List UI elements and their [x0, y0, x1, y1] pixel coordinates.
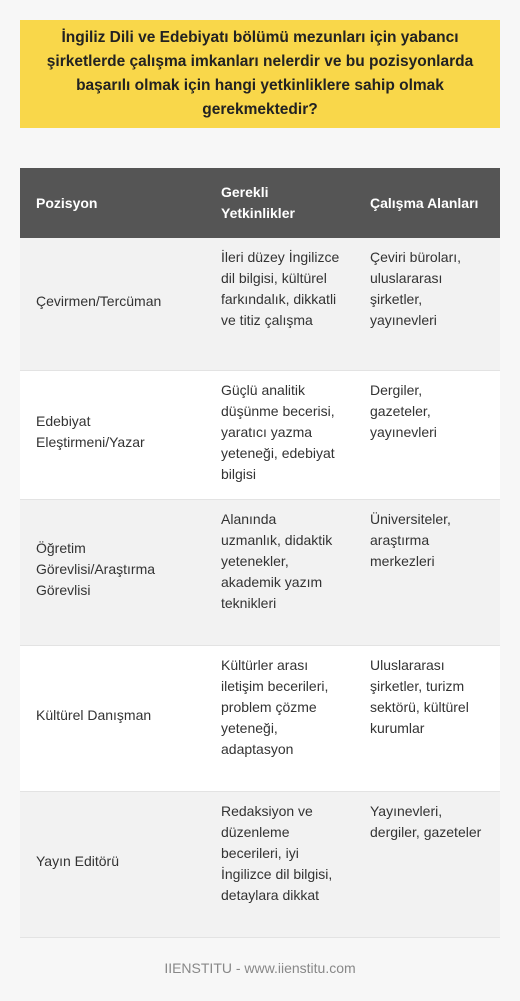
header-areas: Çalışma Alanları	[354, 168, 500, 238]
cell-areas: Uluslararası şirketler, turizm sektörü, kültürel kurumlar	[354, 645, 500, 791]
cell-position: Yayın Editörü	[20, 791, 205, 937]
cell-skills: Redaksiyon ve düzenleme becerileri, iyi İngilizce dil bilgisi, detaylara dikkat	[205, 791, 354, 937]
cell-position: Öğretim Görevlisi/Araştırma Görevlisi	[20, 499, 205, 645]
question-banner	[20, 20, 500, 128]
table-header-row	[20, 168, 500, 238]
cell-areas: Üniversiteler, araştırma merkezleri	[354, 499, 500, 645]
cell-skills: Güçlü analitik düşünme becerisi, yaratıcı yazma yeteneği, edebiyat bilgisi	[205, 370, 354, 499]
header-position: Pozisyon	[20, 168, 205, 238]
positions-table	[20, 168, 500, 938]
cell-position: Çevirmen/Tercüman	[20, 238, 205, 370]
table-row	[20, 370, 500, 499]
table-row	[20, 645, 500, 791]
cell-position: Kültürel Danışman	[20, 645, 205, 791]
cell-areas: Yayınevleri, dergiler, gazeteler	[354, 791, 500, 937]
table-row	[20, 499, 500, 645]
cell-areas: Çeviri büroları, uluslararası şirketler, yayınevleri	[354, 238, 500, 370]
question-text: İngiliz Dili ve Edebiyatı bölümü mezunları için yabancı şirketlerde çalışma imkanları nelerdir ve bu pozisyonlarda başarılı olmak için hangi yetkinliklere sahip olmak gerekmektedir?	[46, 29, 474, 118]
footer-credit: IIENSTITU - www.iienstitu.com	[164, 960, 356, 976]
cell-position: Edebiyat Eleştirmeni/Yazar	[20, 370, 205, 499]
header-skills: Gerekli Yetkinlikler	[205, 168, 354, 238]
cell-skills: Alanında uzmanlık, didaktik yetenekler, akademik yazım teknikleri	[205, 499, 354, 645]
cell-areas: Dergiler, gazeteler, yayınevleri	[354, 370, 500, 499]
table-row	[20, 791, 500, 937]
cell-skills: İleri düzey İngilizce dil bilgisi, kültürel farkındalık, dikkatli ve titiz çalışma	[205, 238, 354, 370]
table-row	[20, 238, 500, 370]
cell-skills: Kültürler arası iletişim becerileri, problem çözme yeteneği, adaptasyon	[205, 645, 354, 791]
